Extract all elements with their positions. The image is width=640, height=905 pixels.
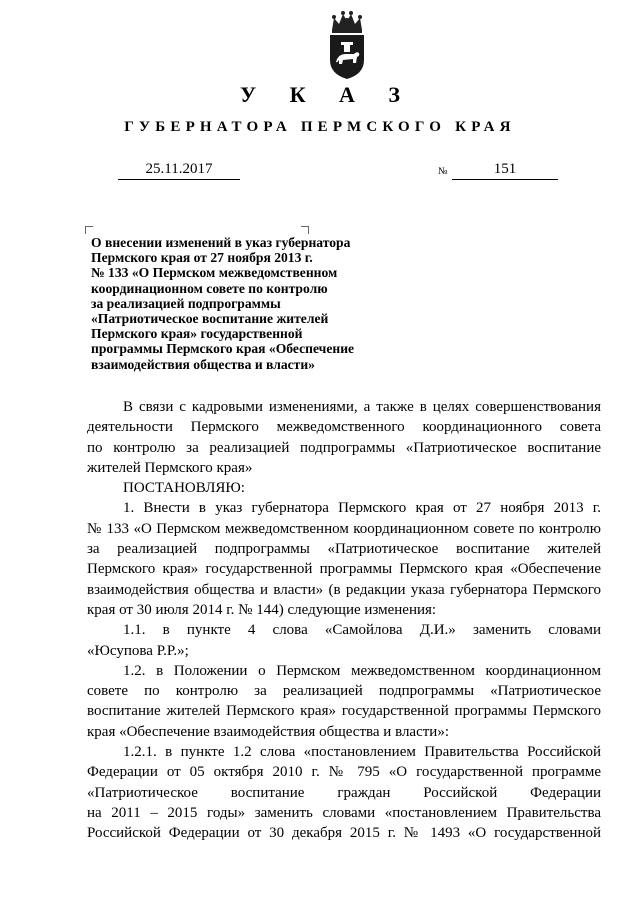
body-line: Российской Федерации от 30 декабря 2015 г. № 1493 «О государственной xyxy=(87,825,601,842)
heading-corner-mark-right xyxy=(301,226,309,234)
body-line: по контролю за реализацией подпрограммы «Патриотическое воспитание xyxy=(87,439,601,456)
body-line: «Юсупова Р.Р.»; xyxy=(87,642,189,659)
body-line: В связи с кадровыми изменениями, а также в целях совершенствования xyxy=(123,399,601,415)
heading-line: взаимодействия общества и власти» xyxy=(91,356,315,372)
body-line: 1. Внести в указ губернатора Пермского края от 27 ноября 2013 г. xyxy=(123,500,601,517)
decree-number: 151 xyxy=(452,160,558,180)
body-line: воспитание жителей Пермского края» государственной программы Пермского xyxy=(87,703,601,720)
body-line: 1.2. в Положении о Пермском межведомственном координационном xyxy=(123,662,601,679)
heading-line: Пермского края» государственной xyxy=(91,326,303,342)
body-line: деятельности Пермского межведомственного координационного совета xyxy=(87,419,601,436)
body-line: «Патриотическое воспитание граждан Российской Федерации xyxy=(87,784,601,801)
heading-line: О внесении изменений в указ губернатора xyxy=(91,235,351,250)
body-line: края от 30 июля 2014 г. № 144) следующие изменения: xyxy=(87,601,437,618)
heading-line: Пермского края от 27 ноября 2013 г. xyxy=(91,250,313,266)
issuer-title: ГУБЕРНАТОРА ПЕРМСКОГО КРАЯ xyxy=(124,119,516,135)
heading-line: «Патриотическое воспитание жителей xyxy=(91,311,329,327)
body-line: края «Обеспечение взаимодействия общества и власти»: xyxy=(87,723,449,740)
number-label: № xyxy=(438,166,448,177)
perm-krai-coat-of-arms-icon xyxy=(326,8,368,80)
body-line: взаимодействия общества и власти» (в редакции указа губернатора Пермского xyxy=(87,581,601,598)
body-line: ПОСТАНОВЛЯЮ: xyxy=(123,480,245,497)
body-line: на 2011 – 2015 годы» заменить словами «постановлением Правительства xyxy=(87,804,601,821)
body-line: жителей Пермского края» xyxy=(87,459,253,476)
body-line: совете по контролю за реализацией подпрограммы «Патриотическое xyxy=(87,683,601,700)
heading-line: за реализацией подпрограммы xyxy=(91,295,281,311)
body-line: № 133 «О Пермском межведомственном координационном совете по контролю xyxy=(87,520,601,537)
decree-heading xyxy=(91,235,411,372)
heading-line: № 133 «О Пермском межведомственном xyxy=(91,265,338,281)
body-line: Федерации от 05 октября 2010 г. № 795 «О государственной программе xyxy=(87,764,601,781)
body-line: 1.2.1. в пункте 1.2 слова «постановлением Правительства Российской xyxy=(123,744,601,761)
body-line: за реализацией подпрограммы «Патриотическое воспитание жителей xyxy=(87,541,601,558)
decree-date: 25.11.2017 xyxy=(118,160,240,180)
heading-line: координационном совете по контролю xyxy=(91,280,328,296)
body-line: Пермского края» государственной программы Пермского края «Обеспечение xyxy=(87,561,601,578)
heading-line: программы Пермского края «Обеспечение xyxy=(91,341,355,357)
heading-corner-mark-left xyxy=(85,226,93,234)
body-line: 1.1. в пункте 4 слова «Самойлова Д.И.» заменить словами xyxy=(123,622,601,639)
decree-title: У К А З xyxy=(239,82,415,107)
decree-body xyxy=(87,397,601,844)
